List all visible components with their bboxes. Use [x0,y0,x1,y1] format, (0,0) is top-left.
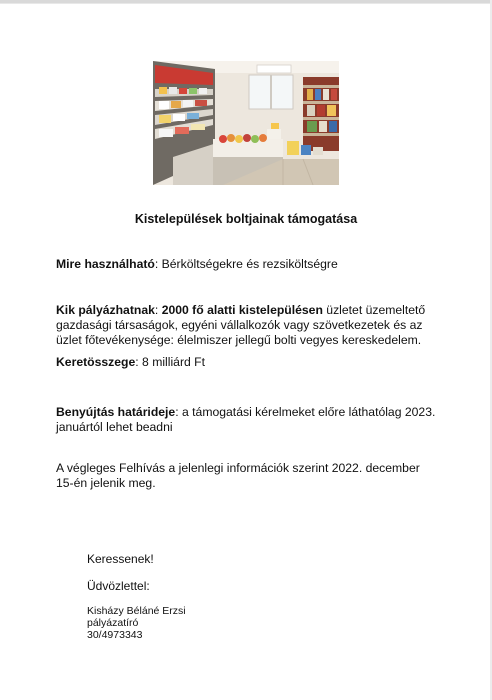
closing-greeting: Üdvözlettel: [87,579,150,593]
signature-role: pályázatíró [87,617,139,629]
closing-keressenek: Keressenek! [87,552,154,566]
benyujtas-label: Benyújtás határideje [56,405,176,419]
kik-text: üzletet üzemeltető gazdasági társaságok, egyéni vállalkozók vagy szövetkezetek és az üzlet főtevékenysége: élelmiszer jellegű bolti vegyes kereskedelem. [56,303,426,347]
keret-paragraph [56,355,436,370]
keret-label: Keretösszege [56,355,136,369]
mire-paragraph [56,257,436,272]
document-title: Kistelepülések boltjainak támogatása [134,212,358,226]
page-top-border [0,0,492,4]
vegleges-paragraph: A végleges Felhívás a jelenlegi információk szerint 2022. december 15-én jelenik meg. [56,461,420,490]
shop-interior-photo [153,61,339,185]
signature-phone: 30/4973343 [87,629,143,641]
benyujtas-text: : a támogatási kérelmeket előre láthatólag 2023. januártól lehet beadni [56,405,436,434]
mire-label: Mire használható [56,257,155,271]
keret-text: : 8 milliárd Ft [135,355,206,369]
benyujtas-paragraph [56,405,436,435]
kik-settlement-limit: 2000 fő alatti kistelepülésen [161,303,323,317]
kik-paragraph [56,303,436,348]
signature-block [87,605,186,641]
mire-text: : Bérköltségekre és rezsiköltségre [154,257,338,271]
kik-label: Kik pályázhatnak [56,303,155,317]
signature-name: Kisházy Béláné Erzsi [87,605,186,617]
kik-separator: : [154,303,162,317]
